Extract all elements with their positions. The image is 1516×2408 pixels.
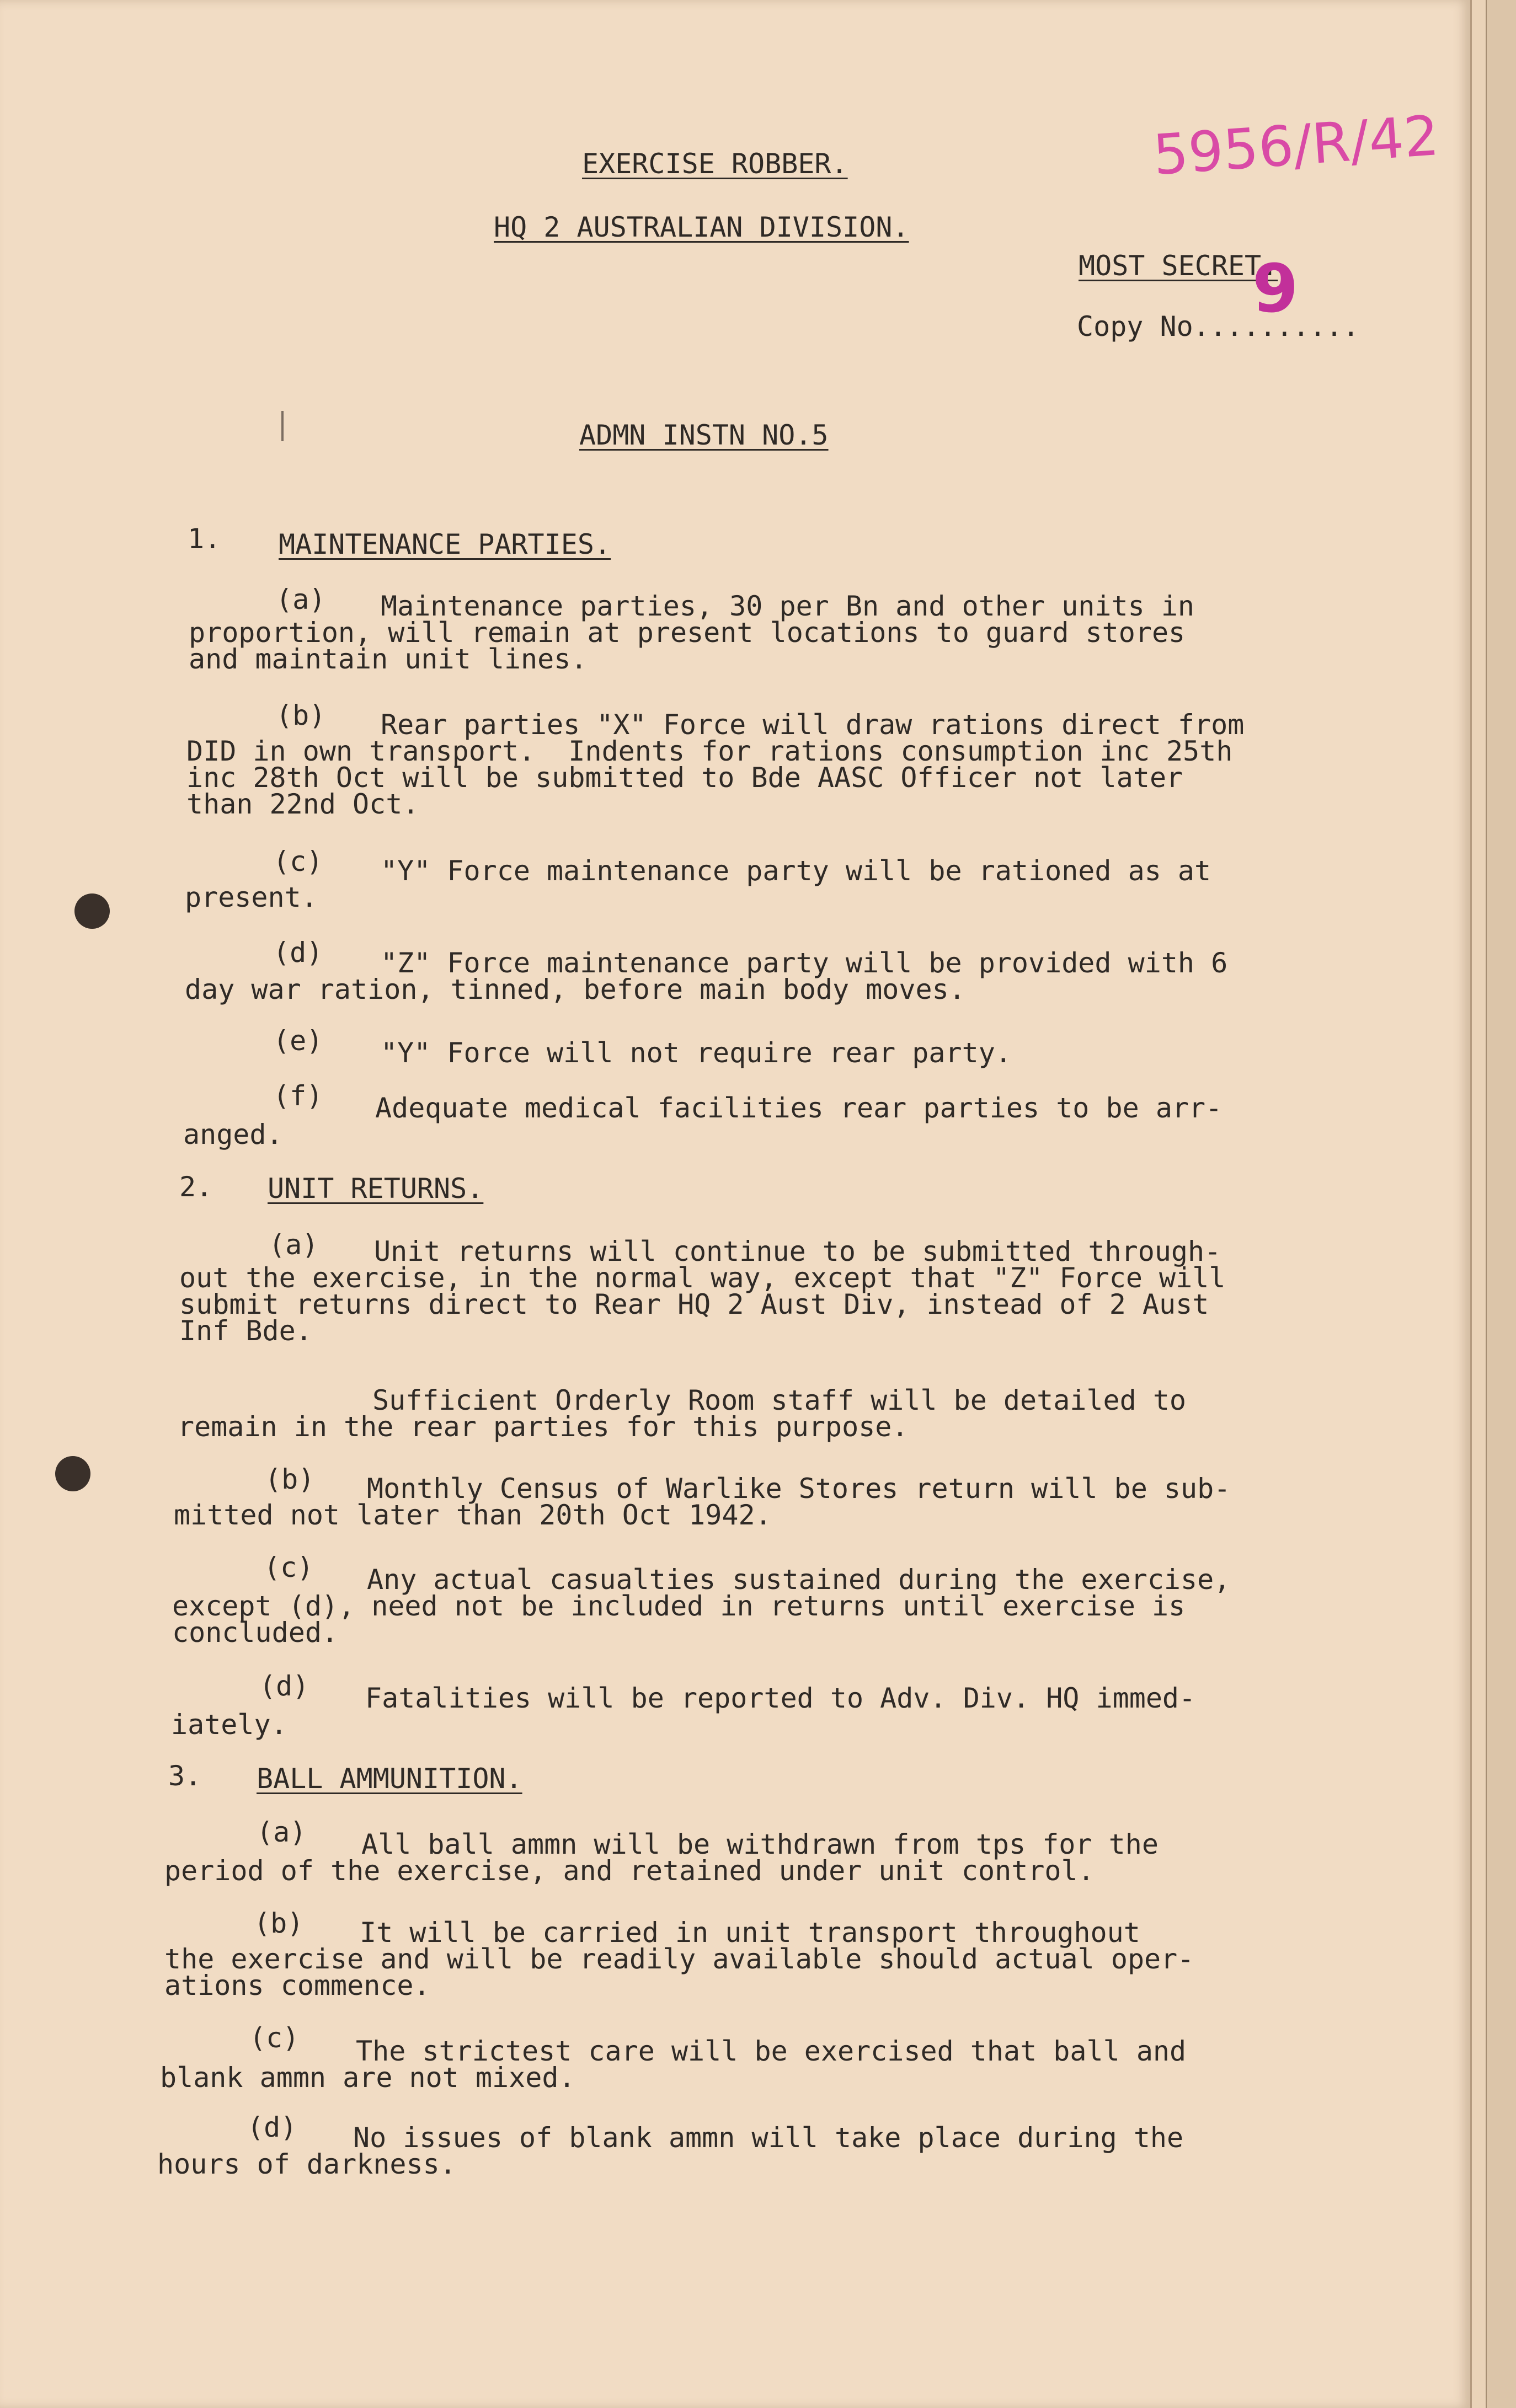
para-line: day war ration, tinned, before main body moves.	[185, 973, 965, 1005]
para-line: The strictest care will be exercised that ball and	[356, 2035, 1187, 2067]
punch-hole	[55, 1456, 90, 1491]
section-number: 3.	[168, 1760, 202, 1792]
para-label: (a)	[276, 584, 326, 616]
para-line: except (d), need not be included in returns until exercise is	[172, 1590, 1186, 1622]
para-line: All ball ammn will be withdrawn from tps for the	[361, 1828, 1159, 1860]
para-line: "Z" Force maintenance party will be provided with 6	[381, 947, 1228, 979]
para-line: anged.	[183, 1119, 283, 1151]
para-line: Monthly Census of Warlike Stores return will be sub-	[367, 1473, 1231, 1505]
para-line: inc 28th Oct will be submitted to Bde AASC Officer not later	[186, 762, 1183, 794]
para-line: Sufficient Orderly Room staff will be detailed to	[372, 1384, 1187, 1416]
para-label: (d)	[247, 2111, 297, 2143]
para-label: (a)	[257, 1816, 307, 1848]
para-line: period of the exercise, and retained under unit control.	[164, 1855, 1095, 1887]
copy-number-label: Copy No..........	[1077, 311, 1359, 343]
instruction-title: ADMN INSTN NO.5	[579, 419, 829, 451]
para-label: (b)	[265, 1463, 315, 1495]
para-line: It will be carried in unit transport throughout	[360, 1917, 1140, 1949]
para-line: and maintain unit lines.	[189, 643, 588, 675]
para-line: iately.	[171, 1709, 287, 1741]
para-line: DID in own transport. Indents for rations consumption inc 25th	[186, 735, 1233, 767]
para-label: (c)	[249, 2022, 300, 2054]
para-line: Maintenance parties, 30 per Bn and other units in	[381, 590, 1195, 622]
pencil-mark	[281, 411, 284, 441]
punch-hole	[74, 893, 110, 929]
section-number: 2.	[179, 1171, 213, 1203]
para-line: Any actual casualties sustained during the exercise,	[367, 1564, 1231, 1596]
para-label: (a)	[269, 1229, 319, 1261]
para-label: (d)	[273, 937, 323, 968]
copy-number-handwritten: 9	[1252, 251, 1299, 328]
para-line: Unit returns will continue to be submitted through-	[374, 1235, 1221, 1267]
para-label: (c)	[264, 1551, 314, 1583]
para-line: ations commence.	[164, 1970, 430, 2002]
para-label: (b)	[276, 699, 326, 731]
section-heading: MAINTENANCE PARTIES.	[279, 528, 611, 560]
para-label: (c)	[273, 846, 323, 877]
para-line: hours of darkness.	[157, 2148, 456, 2180]
para-label: (b)	[254, 1907, 304, 1939]
para-line: "Y" Force maintenance party will be rationed as at	[381, 855, 1211, 887]
page-edge	[1470, 0, 1487, 2408]
para-line: Fatalities will be reported to Adv. Div. HQ immed-	[365, 1682, 1196, 1714]
para-line: "Y" Force will not require rear party.	[381, 1037, 1012, 1069]
para-line: proportion, will remain at present locations to guard stores	[189, 617, 1186, 649]
para-line: Rear parties "X" Force will draw rations direct from	[381, 709, 1245, 741]
para-line: Adequate medical facilities rear parties to be arr-	[375, 1092, 1223, 1124]
para-line: concluded.	[172, 1617, 339, 1649]
file-reference-stamp: 5956/R/42	[1151, 103, 1442, 188]
section-heading: UNIT RETURNS.	[268, 1173, 484, 1205]
para-line: present.	[185, 881, 318, 913]
para-line: remain in the rear parties for this purpose.	[178, 1411, 909, 1443]
section-number: 1.	[188, 523, 221, 555]
exercise-title: EXERCISE ROBBER.	[582, 148, 848, 180]
division-heading: HQ 2 AUSTRALIAN DIVISION.	[494, 211, 909, 243]
para-line: out the exercise, in the normal way, except that "Z" Force will	[179, 1262, 1226, 1294]
para-label: (f)	[273, 1080, 323, 1112]
para-line: submit returns direct to Rear HQ 2 Aust Div, instead of 2 Aust	[179, 1288, 1209, 1320]
classification: MOST SECRET.	[1079, 250, 1278, 282]
para-label: (e)	[273, 1025, 323, 1057]
para-line: the exercise and will be readily available should actual oper-	[164, 1943, 1194, 1975]
para-line: No issues of blank ammn will take place during the	[353, 2122, 1184, 2154]
section-heading: BALL AMMUNITION.	[257, 1763, 522, 1795]
para-line: Inf Bde.	[179, 1315, 312, 1347]
para-line: than 22nd Oct.	[186, 788, 419, 820]
para-label: (d)	[259, 1670, 309, 1702]
para-line: mitted not later than 20th Oct 1942.	[174, 1499, 772, 1531]
para-line: blank ammn are not mixed.	[160, 2062, 575, 2094]
page-edge-back	[1486, 0, 1516, 2408]
